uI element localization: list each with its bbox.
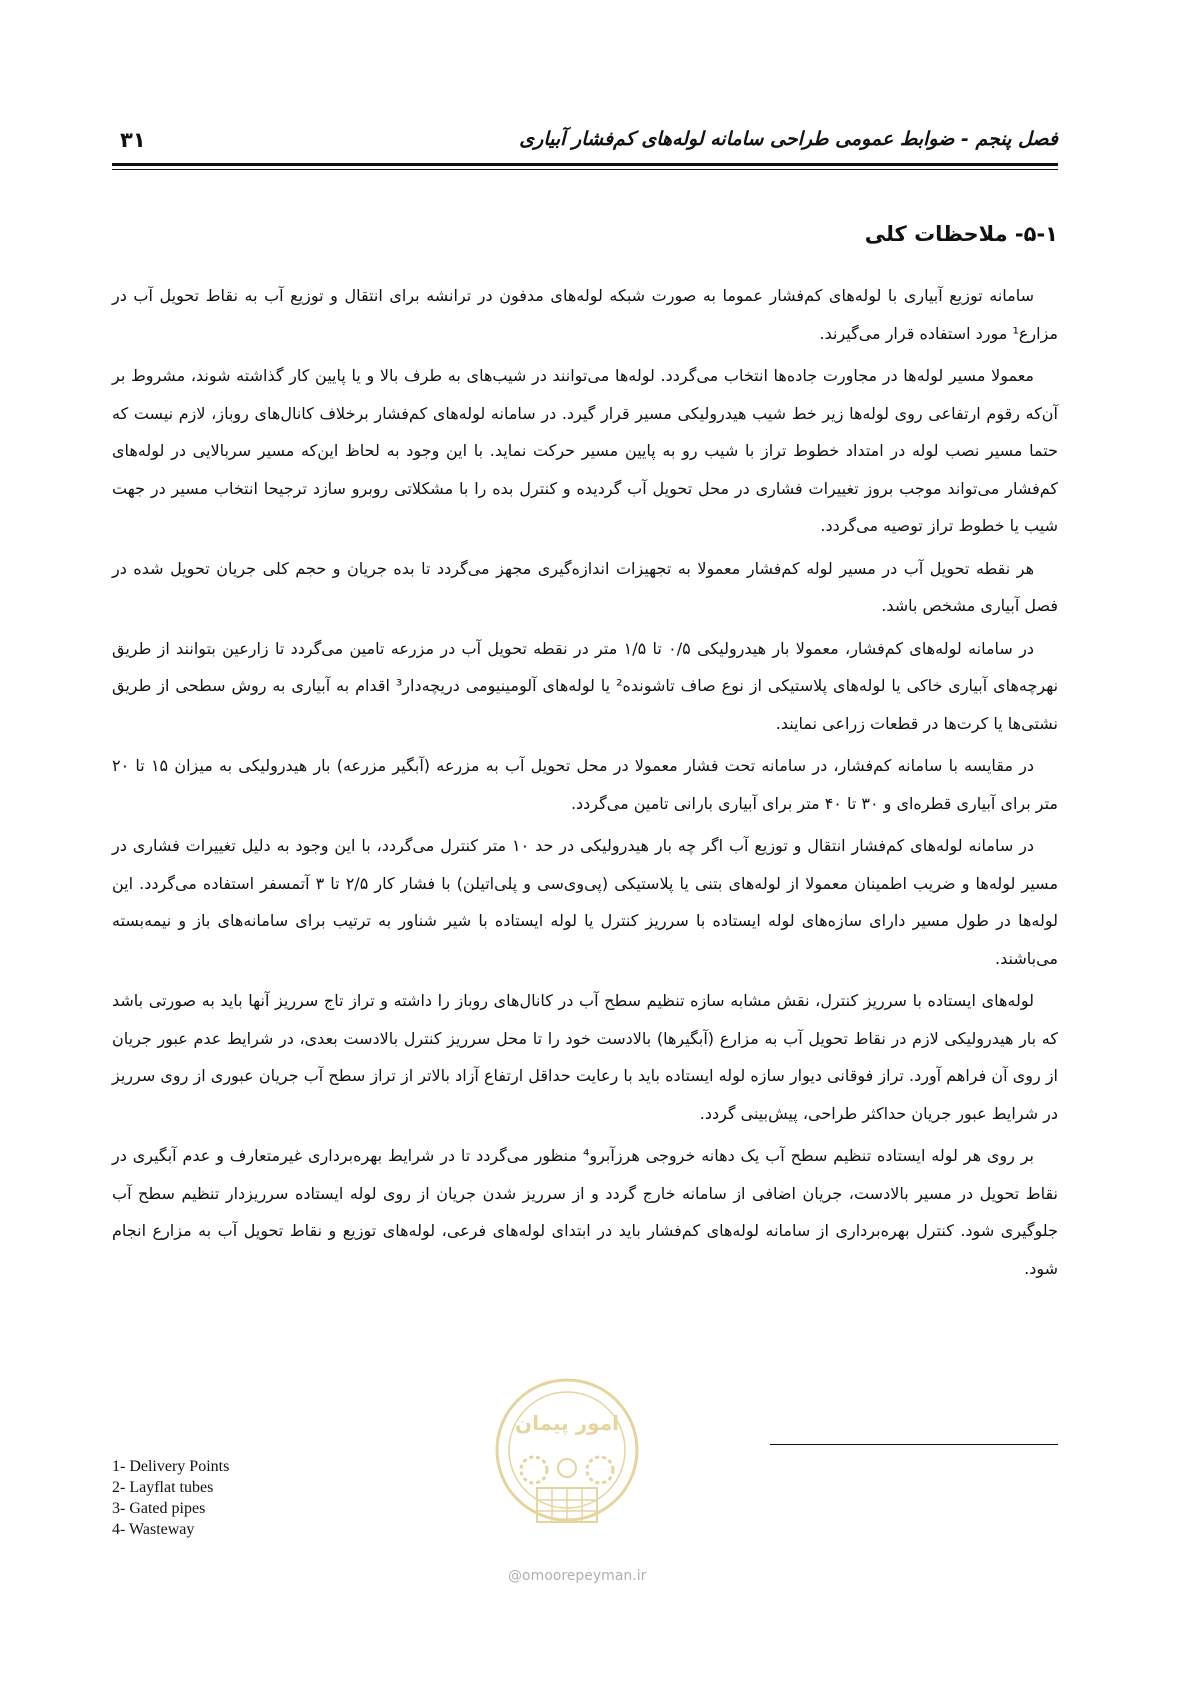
running-header [112,128,1058,158]
footnote-item: 4- Wasteway [112,1521,195,1538]
paragraph: هر نقطه تحویل آب در مسیر لوله کم‌فشار معمولا به تجهیزات اندازه‌گیری مجهز می‌گردد تا بده جریان و حجم کلی جریان تحویل شده در فصل آبیاری مشخص باشد. [112,558,1058,615]
page-number: ۳۱ [120,128,146,152]
paragraph: بر روی هر لوله ایستاده تنظیم سطح آب یک دهانه خروجی هرزآبرو⁴ منظور می‌گردد تا در شرایط بهره‌برداری غیرمتعارف و عدم آبگیری در نقاط تحویل در مسیر بالادست، جریان اضافی از سامانه خارج گردد و از سرریز شدن جریان از روی لوله ایستاده سرریزدار تنظیم سطح آب جلوگیری شود. کنترل بهره‌برداری از سامانه لوله‌های کم‌فشار باید در ابتدای لوله‌های فرعی، لوله‌های توزیع و نقاط تحویل آب به مزارع انجام شود. [112,1146,1058,1278]
paragraph: در سامانه لوله‌های کم‌فشار، معمولا بار هیدرولیکی ۰/۵ تا ۱/۵ متر در نقطه تحویل آب در مزرعه تامین می‌گردد تا زارعین بتوانند از طریق نهرچه‌های آبیاری خاکی یا لوله‌های پلاستیکی از نوع صاف تاشونده² یا لوله‌های آلومینیومی دریچه‌دار³ اقدام به آبیاری به روش سطحی از طریق نشتی‌ها یا کرت‌ها در قطعات زراعی نمایند. [112,638,1059,733]
paragraph: سامانه توزیع آبیاری با لوله‌های کم‌فشار عموما به صورت شبکه لوله‌های مدفون در ترانشه برای انتقال و توزیع آب به نقاط تحویل آب در مزارع¹ مورد استفاده قرار می‌گیرند. [112,286,1058,343]
section-heading: ۵-۱- ملاحظات کلی [864,222,1058,246]
footnote-item: 1- Delivery Points [112,1458,230,1475]
paragraph: در مقایسه با سامانه کم‌فشار، در سامانه تحت فشار معمولا در محل تحویل آب به مزرعه (آبگیر مزرعه) بار هیدرولیکی به میزان ۱۵ تا ۲۰ متر برای آبیاری قطره‌ای و ۳۰ تا ۴۰ متر برای آبیاری بارانی تامین می‌گردد. [112,756,1058,813]
paragraph: در سامانه لوله‌های کم‌فشار انتقال و توزیع آب اگر چه بار هیدرولیکی در حد ۱۰ متر کنترل می‌گردد، با این وجود به دلیل تغییرات فشاری در مسیر لوله‌ها و ضریب اطمینان معمولا از لوله‌های بتنی یا پلاستیکی (پی‌وی‌سی و پلی‌اتیلن) با فشار کار ۲/۵ تا ۳ آتمسفر استفاده می‌گردد. این لوله‌ها در طول مسیر دارای سازه‌های لوله ایستاده با سرریز کنترل یا لوله ایستاده با شیر شناور به ترتیب برای سامانه‌های باز و نیمه‌بسته می‌باشند. [112,836,1059,968]
chapter-title: فصل پنجم - ضوابط عمومی طراحی سامانه لوله‌های کم‌فشار آبیاری [519,128,1058,150]
watermark-seal-logo [492,1370,642,1550]
footnote-rule [770,1444,1058,1445]
header-rule-secondary [112,169,1058,170]
footnote-item: 3- Gated pipes [112,1500,206,1517]
footnotes [112,1456,229,1540]
watermark-logo-text: امور پیمان [515,1411,619,1435]
paragraph: معمولا مسیر لوله‌ها در مجاورت جاده‌ها انتخاب می‌گردد. لوله‌ها می‌توانند در شیب‌های به طرف بالا و یا پایین کار گذاشته شوند، مشروط بر آن‌که رقوم ارتفاعی روی لوله‌ها زیر خط شیب هیدرولیکی مسیر قرار گیرد. در سامانه لوله‌های کم‌فشار برخلاف کانال‌های روباز، لازم نیست که حتما مسیر نصب لوله در امتداد خطوط تراز با شیب رو به پایین مسیر حرکت نماید. با این وجود به لحاظ این‌که مسیر سربالایی در لوله‌های کم‌فشار می‌تواند موجب بروز تغییرات فشاری در محل تحویل آب گردیده و کنترل بده را با مشکلاتی روبرو سازد ترجیحا انتخاب مسیر در جهت شیب یا خطوط تراز توصیه می‌گردد. [112,366,1058,535]
header-rule [112,163,1058,166]
body-text [112,277,1058,1292]
paragraph: لوله‌های ایستاده با سرریز کنترل، نقش مشابه سازه تنظیم سطح آب در کانال‌های روباز را داشته و تراز تاج سرریز آنها باید به صورتی باشد که بار هیدرولیکی لازم در نقاط تحویل آب به مزارع (آبگیرها) بالادست خود را تا محل سرریز کنترل بالادست بعدی، در شرایط عدم عبور جریان از روی آن فراهم آورد. تراز فوقانی دیوار سازه لوله ایستاده باید با رعایت حداقل ارتفاع آزاد بالاتر از تراز سطح آب جریان عبوری از روی سرریز در شرایط عبور جریان حداکثر طراحی، پیش‌بینی گردد. [112,991,1058,1123]
watermark-url: @omoorepeyman.ir [508,1568,647,1584]
footnote-item: 2- Layflat tubes [112,1479,214,1496]
